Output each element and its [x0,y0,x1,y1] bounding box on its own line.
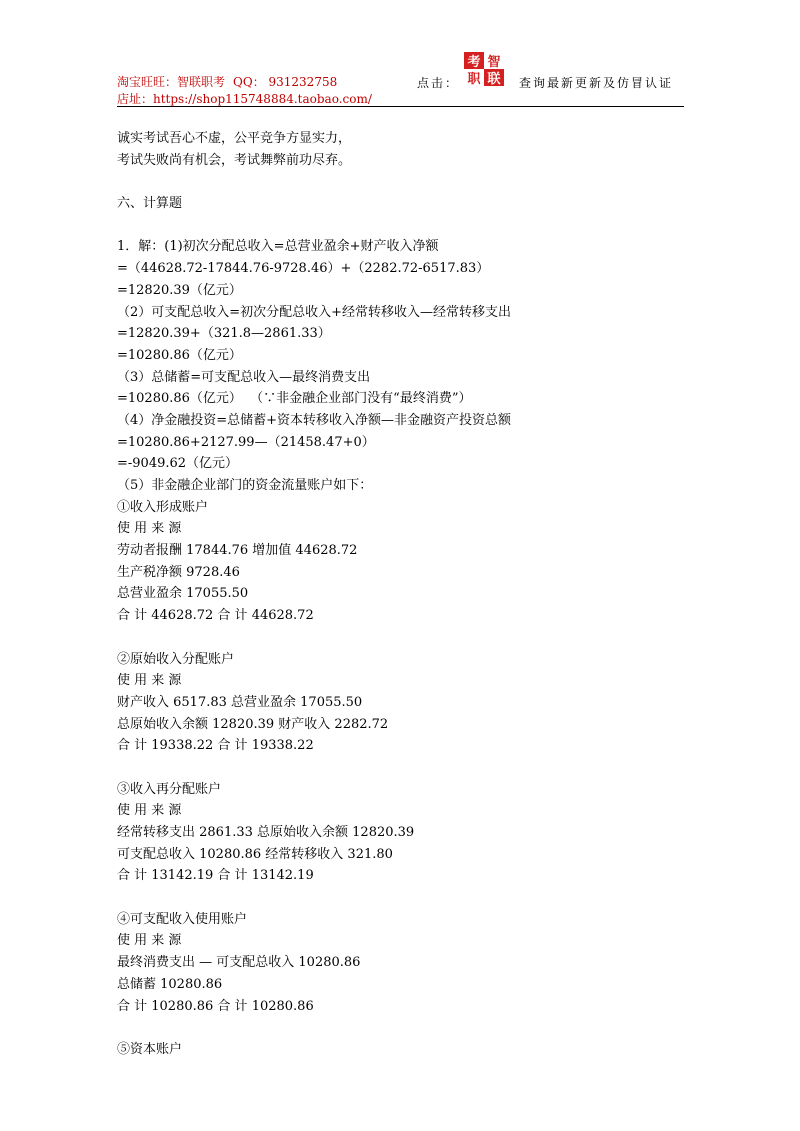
section-title: 六、计算题 [117,196,183,212]
logo-char-1: 考 [467,55,481,70]
shop-name: 淘宝旺旺：智联职考 [117,75,226,89]
account-row: 可支配总收入 10280.86 经常转移收入 321.80 [117,846,393,862]
answer-line: =12820.39（亿元） [117,282,242,298]
logo-char-3: 职 [467,72,481,86]
account-header: 使 用 来 源 [117,933,182,949]
account-row: 最终消费支出 — 可支配总收入 10280.86 [117,955,361,971]
answer-line: （5）非金融企业部门的资金流量账户如下： [117,478,373,493]
answer-line: =10280.86（亿元） （∵非金融企业部门没有“最终消费”） [117,391,472,407]
account-row: 总原始收入余额 12820.39 财产收入 2282.72 [117,716,389,732]
logo-char-4: 联 [487,72,501,86]
account-row: 总储蓄 10280.86 [117,976,223,992]
account-header: 使 用 来 源 [117,673,182,689]
account-title: ⑤资本账户 [117,1041,183,1057]
answer-line: =12820.39+（321.8—2861.33） [117,326,331,342]
account-title: ③收入再分配账户 [117,781,222,797]
click-label: 点击： [417,76,460,90]
answer-line: =（44628.72-17844.76-9728.46）+（2282.72-6517.83） [117,261,490,277]
account-total: 合 计 10280.86 合 计 10280.86 [117,998,314,1014]
shop-info [117,74,372,108]
zhilian-logo[interactable] [464,52,504,86]
page-header [117,52,684,108]
motto-line-2: 考试失败尚有机会，考试舞弊前功尽弃。 [117,152,352,168]
answer-line: （3）总储蓄=可支配总收入—最终消费支出 [117,369,371,385]
account-total: 合 计 13142.19 合 计 13142.19 [117,868,314,884]
account-row: 财产收入 6517.83 总营业盈余 17055.50 [117,694,363,710]
motto-line-1: 诚实考试吾心不虚，公平竞争方显实力， [117,131,352,146]
answer-line: （2）可支配总收入=初次分配总收入+经常转移收入—经常转移支出 [117,304,512,320]
zhilian-logo-icon [464,52,504,86]
account-row: 经常转移支出 2861.33 总原始收入余额 12820.39 [117,825,415,840]
logo-char-2: 智 [487,55,501,70]
answer-line: =-9049.62（亿元） [117,456,239,472]
store-url-link[interactable]: 店址：https://shop115748884.taobao.com/ [117,92,372,106]
account-row: 生产税净额 9728.46 [117,564,240,580]
account-total: 合 计 19338.22 合 计 19338.22 [117,738,314,754]
account-row: 劳动者报酬 17844.76 增加值 44628.72 [117,543,358,559]
account-total: 合 计 44628.72 合 计 44628.72 [117,608,314,624]
account-title: ④可支配收入使用账户 [117,911,248,927]
qq-number: QQ： 931232758 [233,75,338,89]
answer-line: =10280.86（亿元） [117,347,242,363]
account-title: ①收入形成账户 [117,499,209,515]
header-divider [117,106,684,107]
account-row: 总营业盈余 17055.50 [117,586,249,602]
account-header: 使 用 来 源 [117,803,182,819]
answer-line: （4）净金融投资=总储蓄+资本转移收入净额—非金融资产投资总额 [117,412,512,428]
answer-line: 1．解：(1)初次分配总收入=总营业盈余+财产收入净额 [117,239,439,255]
query-link[interactable]: 查询最新更新及仿冒认证 [519,76,674,90]
answer-line: =10280.86+2127.99—（21458.47+0） [117,434,375,450]
document-body [117,128,687,1061]
account-title: ②原始收入分配账户 [117,651,235,667]
account-header: 使 用 来 源 [117,521,182,537]
